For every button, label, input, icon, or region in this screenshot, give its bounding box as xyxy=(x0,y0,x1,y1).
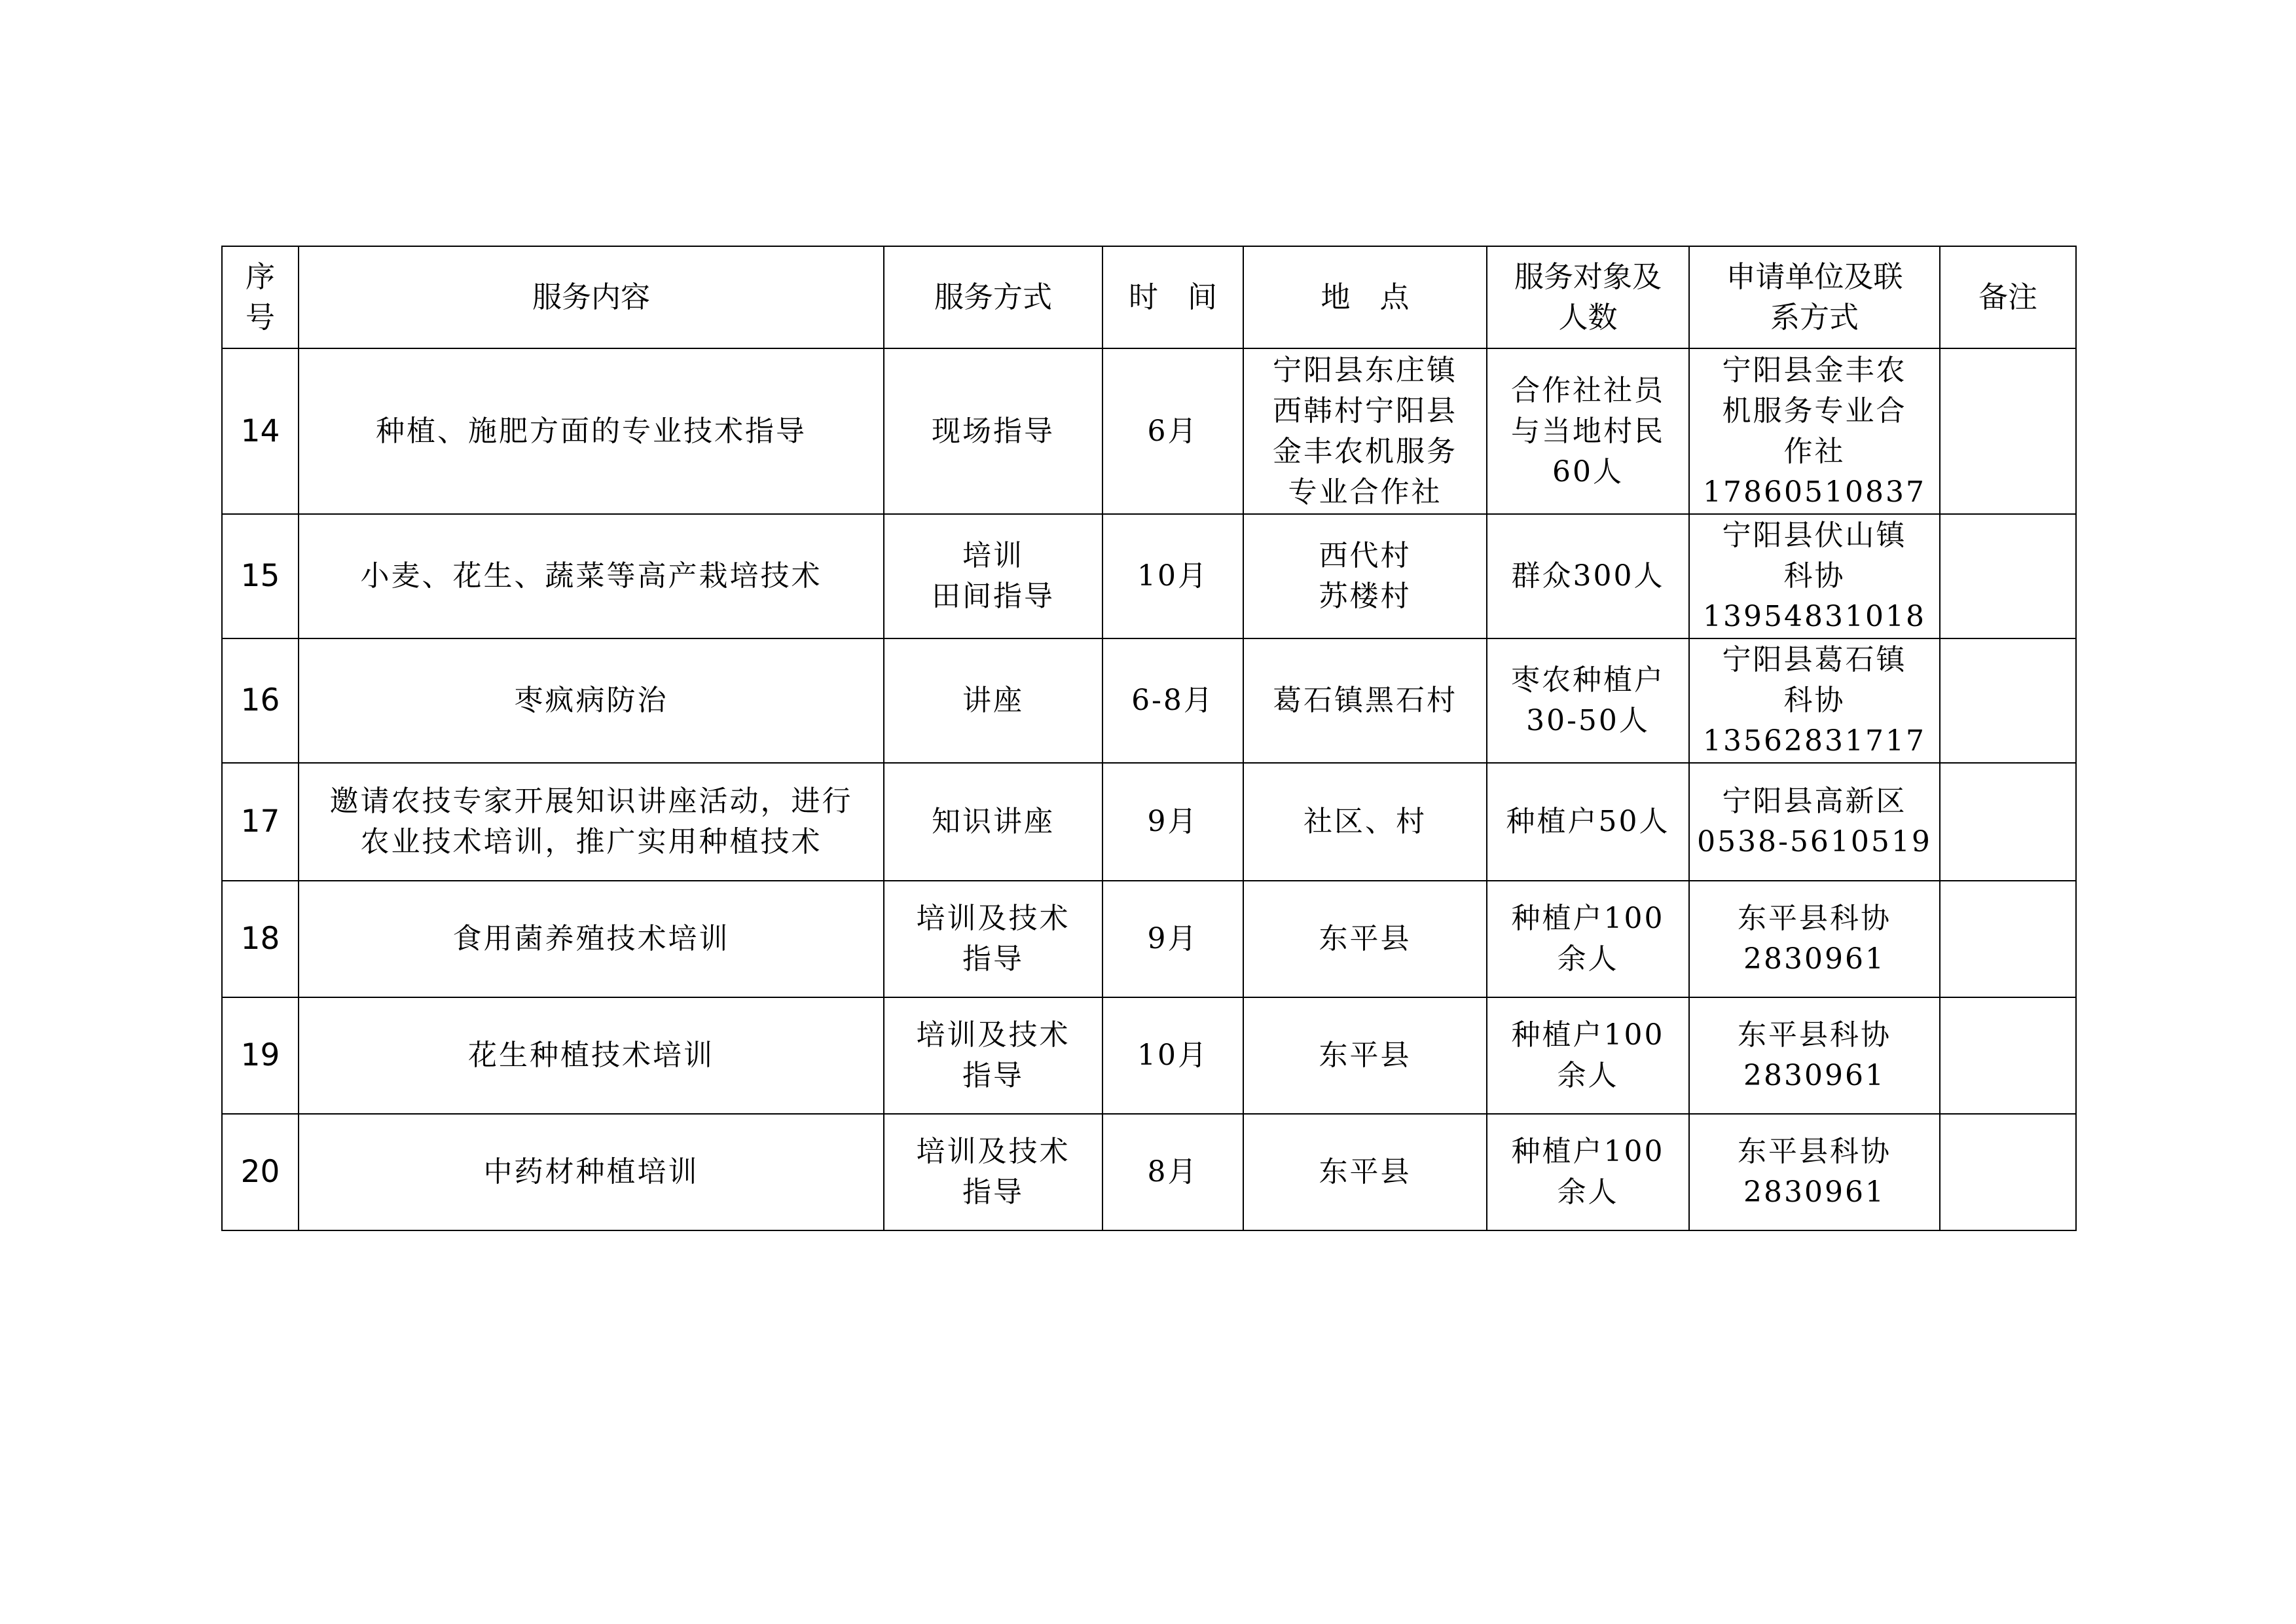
cell-contact-line: 宁阳县高新区 xyxy=(1722,784,1907,818)
cell-audience xyxy=(1487,514,1689,638)
cell-content-line: 农业技术培训，推广实用种植技术 xyxy=(360,825,822,858)
cell-place xyxy=(1243,997,1487,1114)
cell-contact-line: 作社 xyxy=(1783,434,1846,468)
cell-time: 6月 xyxy=(1102,348,1243,514)
cell-contact-line: 17860510837 xyxy=(1703,475,1926,509)
cell-place xyxy=(1243,348,1487,514)
cell-content xyxy=(299,881,884,997)
cell-audience xyxy=(1487,881,1689,997)
header-audience xyxy=(1487,246,1689,348)
cell-contact xyxy=(1689,881,1940,997)
cell-time: 9月 xyxy=(1102,763,1243,881)
cell-content xyxy=(299,997,884,1114)
header-method: 服务方式 xyxy=(884,246,1102,348)
cell-method-line: 培训及技术 xyxy=(916,1135,1070,1168)
cell-contact xyxy=(1689,997,1940,1114)
header-no-line: 序 xyxy=(245,259,275,294)
cell-content-line: 邀请农技专家开展知识讲座活动，进行 xyxy=(329,784,853,818)
cell-contact-line: 东平县科协 xyxy=(1738,1018,1891,1052)
cell-remark xyxy=(1940,638,2076,763)
cell-place-line: 东平县 xyxy=(1319,1155,1412,1189)
table-row xyxy=(222,514,2076,638)
table-row xyxy=(222,997,2076,1114)
cell-no: 14 xyxy=(222,348,299,514)
cell-place-line: 宁阳县东庄镇 xyxy=(1273,353,1457,387)
cell-content xyxy=(299,514,884,638)
header-content: 服务内容 xyxy=(299,246,884,348)
cell-place-line: 社区、村 xyxy=(1303,805,1427,838)
cell-contact xyxy=(1689,763,1940,881)
cell-audience-line: 60人 xyxy=(1552,454,1624,489)
cell-contact xyxy=(1689,348,1940,514)
cell-method xyxy=(884,514,1102,638)
cell-contact-line: 机服务专业合 xyxy=(1722,394,1907,428)
cell-audience xyxy=(1487,763,1689,881)
cell-audience xyxy=(1487,638,1689,763)
header-time: 时 间 xyxy=(1102,246,1243,348)
cell-content-line: 枣疯病防治 xyxy=(514,684,668,717)
cell-audience-line: 种植户100 xyxy=(1511,902,1665,935)
cell-content xyxy=(299,1114,884,1230)
cell-method xyxy=(884,881,1102,997)
cell-remark xyxy=(1940,763,2076,881)
cell-remark xyxy=(1940,997,2076,1114)
cell-time: 10月 xyxy=(1102,997,1243,1114)
cell-contact-line: 2830961 xyxy=(1743,942,1886,976)
cell-method-line: 培训及技术 xyxy=(916,1018,1070,1052)
table-row xyxy=(222,1114,2076,1230)
cell-contact-line: 13562831717 xyxy=(1703,724,1926,758)
cell-contact xyxy=(1689,638,1940,763)
cell-contact-line: 0538-5610519 xyxy=(1697,825,1932,858)
cell-place-line: 苏楼村 xyxy=(1319,580,1412,613)
service-table xyxy=(221,246,2077,1231)
cell-method xyxy=(884,638,1102,763)
cell-time: 9月 xyxy=(1102,881,1243,997)
cell-content xyxy=(299,763,884,881)
table-row xyxy=(222,348,2076,514)
header-audience-line: 服务对象及 xyxy=(1514,259,1662,294)
cell-content-line: 小麦、花生、蔬菜等高产栽培技术 xyxy=(360,559,822,593)
cell-contact-line: 13954831018 xyxy=(1703,600,1926,633)
cell-place-line: 西韩村宁阳县 xyxy=(1273,394,1457,428)
cell-content xyxy=(299,348,884,514)
header-no-line: 号 xyxy=(245,300,275,335)
cell-no: 15 xyxy=(222,514,299,638)
cell-method-line: 知识讲座 xyxy=(932,805,1055,838)
table-row xyxy=(222,763,2076,881)
cell-contact-line: 2830961 xyxy=(1743,1175,1886,1209)
cell-remark xyxy=(1940,348,2076,514)
cell-content-line: 花生种植技术培训 xyxy=(468,1039,714,1072)
cell-no: 18 xyxy=(222,881,299,997)
cell-place xyxy=(1243,638,1487,763)
cell-method-line: 现场指导 xyxy=(932,414,1055,448)
cell-time: 6-8月 xyxy=(1102,638,1243,763)
header-contact xyxy=(1689,246,1940,348)
cell-no: 17 xyxy=(222,763,299,881)
cell-content-line: 种植、施肥方面的专业技术指导 xyxy=(376,414,807,448)
cell-audience xyxy=(1487,1114,1689,1230)
cell-place-line: 专业合作社 xyxy=(1288,475,1442,509)
cell-place xyxy=(1243,514,1487,638)
cell-method xyxy=(884,997,1102,1114)
cell-time: 8月 xyxy=(1102,1114,1243,1230)
table-header-row xyxy=(222,246,2076,348)
cell-place xyxy=(1243,881,1487,997)
cell-content-line: 中药材种植培训 xyxy=(483,1155,699,1189)
header-contact-line: 申请单位及联 xyxy=(1726,259,1903,294)
cell-place-line: 西代村 xyxy=(1319,539,1412,572)
cell-contact-line: 科协 xyxy=(1783,559,1846,593)
cell-method-line: 培训及技术 xyxy=(916,902,1070,935)
cell-content-line: 食用菌养殖技术培训 xyxy=(452,922,730,955)
cell-contact-line: 宁阳县葛石镇 xyxy=(1722,643,1907,676)
cell-method xyxy=(884,348,1102,514)
cell-audience-line: 枣农种植户 xyxy=(1511,663,1665,697)
cell-place xyxy=(1243,1114,1487,1230)
cell-method-line: 田间指导 xyxy=(932,580,1055,613)
cell-remark xyxy=(1940,881,2076,997)
table-row xyxy=(222,638,2076,763)
cell-contact-line: 宁阳县金丰农 xyxy=(1722,353,1907,387)
cell-no: 20 xyxy=(222,1114,299,1230)
cell-contact-line: 宁阳县伏山镇 xyxy=(1722,519,1907,552)
cell-place xyxy=(1243,763,1487,881)
cell-audience xyxy=(1487,348,1689,514)
table-body xyxy=(222,348,2076,1230)
cell-audience-line: 30-50人 xyxy=(1526,704,1650,737)
header-audience-line: 人数 xyxy=(1558,300,1618,335)
cell-contact xyxy=(1689,514,1940,638)
header-remark: 备注 xyxy=(1940,246,2076,348)
cell-place-line: 东平县 xyxy=(1319,922,1412,955)
cell-remark xyxy=(1940,1114,2076,1230)
cell-method-line: 培训 xyxy=(962,539,1024,572)
cell-method-line: 讲座 xyxy=(962,684,1024,717)
cell-content xyxy=(299,638,884,763)
cell-place-line: 金丰农机服务 xyxy=(1273,434,1457,468)
cell-time: 10月 xyxy=(1102,514,1243,638)
cell-contact-line: 东平县科协 xyxy=(1738,902,1891,935)
cell-audience-line: 余人 xyxy=(1557,1059,1619,1092)
cell-contact-line: 东平县科协 xyxy=(1738,1135,1891,1168)
cell-method xyxy=(884,763,1102,881)
header-contact-line: 系方式 xyxy=(1770,300,1859,335)
cell-remark xyxy=(1940,514,2076,638)
cell-no: 16 xyxy=(222,638,299,763)
cell-no: 19 xyxy=(222,997,299,1114)
document-page xyxy=(221,246,2077,1231)
cell-contact xyxy=(1689,1114,1940,1230)
cell-audience-line: 群众300人 xyxy=(1511,559,1665,593)
cell-contact-line: 2830961 xyxy=(1743,1059,1886,1092)
cell-audience-line: 合作社社员 xyxy=(1511,373,1665,407)
cell-audience-line: 余人 xyxy=(1557,1175,1619,1209)
header-no xyxy=(222,246,299,348)
cell-audience-line: 种植户100 xyxy=(1511,1135,1665,1168)
cell-method-line: 指导 xyxy=(962,1059,1024,1092)
cell-audience-line: 与当地村民 xyxy=(1511,414,1665,448)
cell-audience-line: 余人 xyxy=(1557,942,1619,976)
cell-place-line: 东平县 xyxy=(1319,1039,1412,1072)
cell-audience-line: 种植户100 xyxy=(1511,1018,1665,1052)
cell-method-line: 指导 xyxy=(962,1175,1024,1209)
cell-method xyxy=(884,1114,1102,1230)
cell-method-line: 指导 xyxy=(962,942,1024,976)
table-row xyxy=(222,881,2076,997)
cell-audience xyxy=(1487,997,1689,1114)
cell-audience-line: 种植户50人 xyxy=(1506,805,1670,838)
cell-contact-line: 科协 xyxy=(1783,684,1846,717)
header-place: 地 点 xyxy=(1243,246,1487,348)
cell-place-line: 葛石镇黑石村 xyxy=(1273,684,1457,717)
